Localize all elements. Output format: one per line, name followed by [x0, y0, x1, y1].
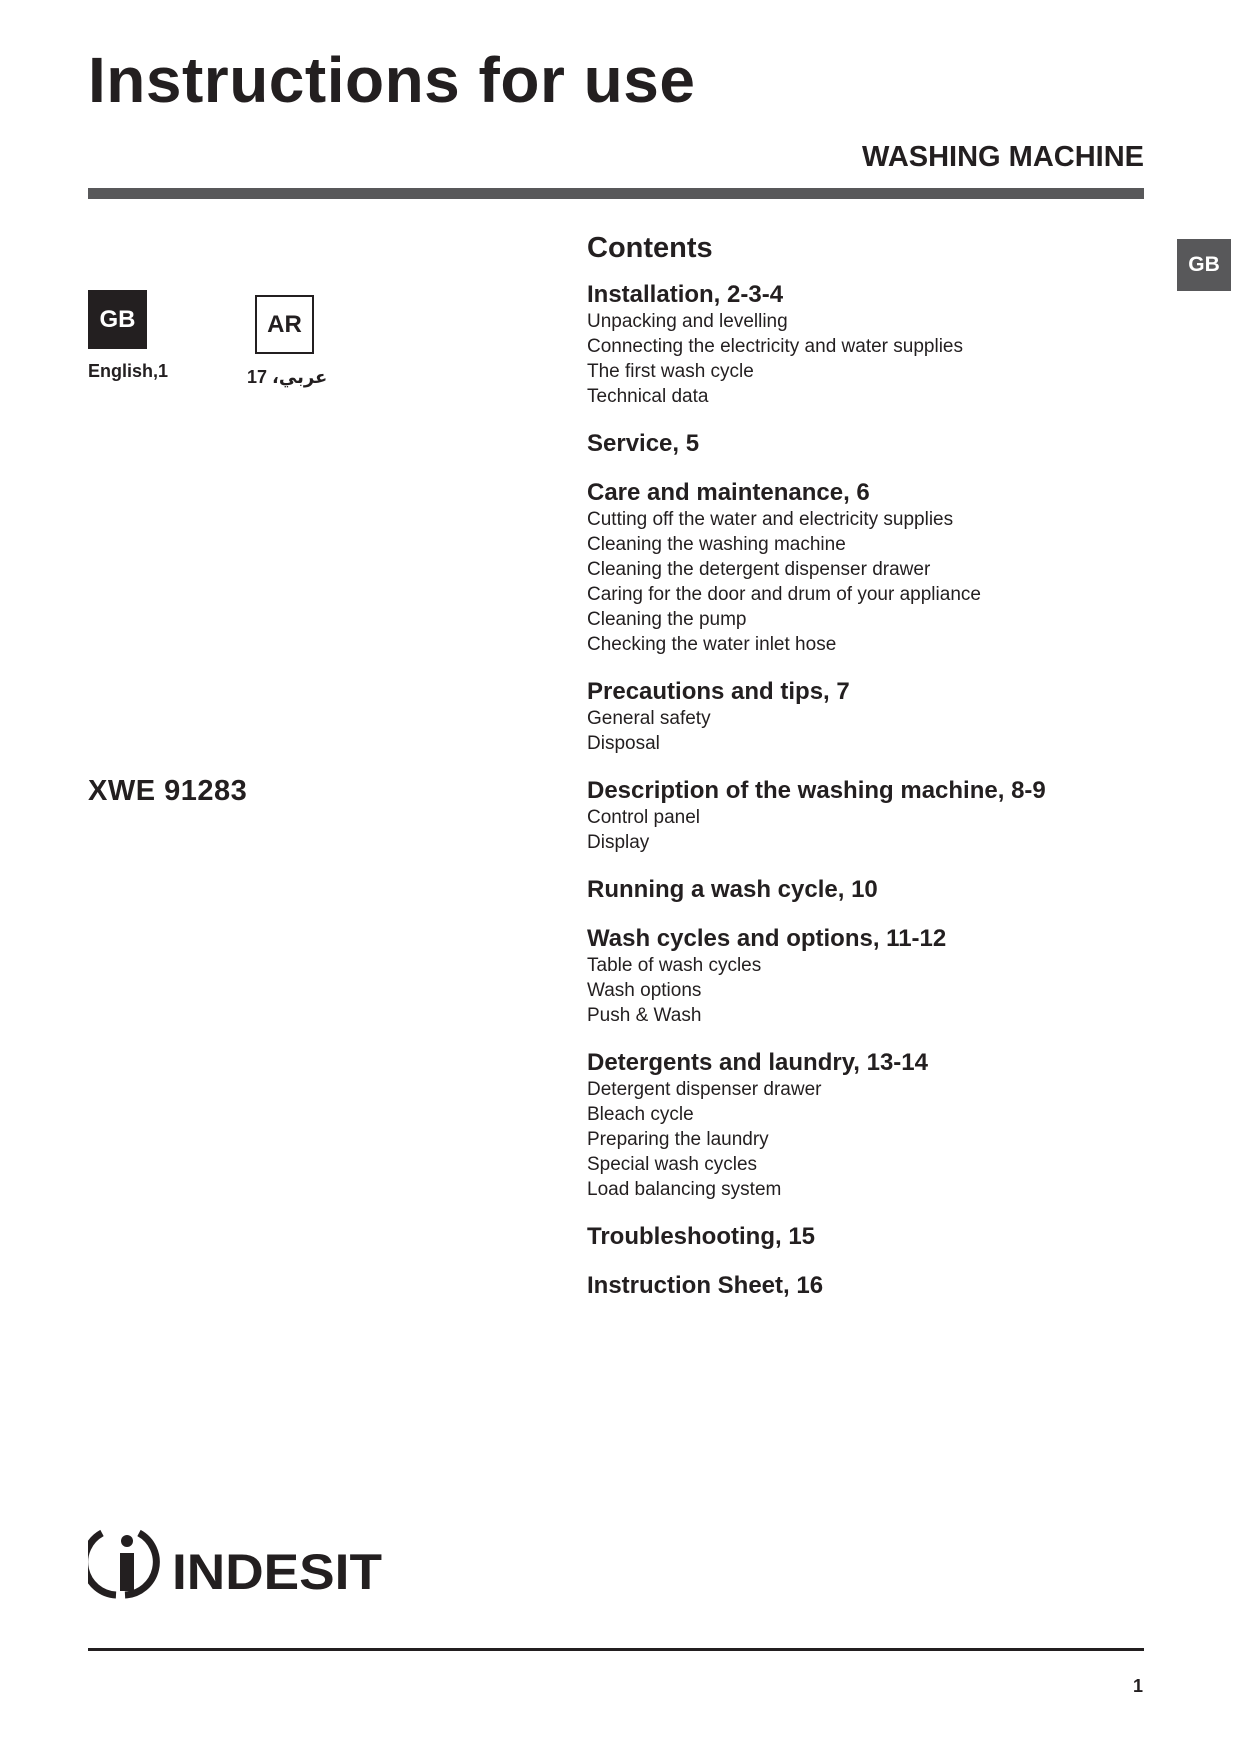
page-title: Instructions for use — [88, 44, 696, 116]
section-item[interactable]: Cleaning the detergent dispenser drawer — [587, 559, 931, 580]
section-item[interactable]: Cleaning the washing machine — [587, 534, 846, 555]
section-item[interactable]: Detergent dispenser drawer — [587, 1079, 822, 1100]
section-title[interactable]: Description of the washing machine, 8-9 — [587, 777, 1046, 804]
contents-section — [587, 776, 1147, 855]
section-title[interactable]: Care and maintenance, 6 — [587, 479, 870, 506]
section-item[interactable]: General safety — [587, 708, 711, 729]
table-of-contents — [587, 230, 1147, 1320]
section-item[interactable]: Connecting the electricity and water supplies — [587, 336, 963, 357]
contents-section — [587, 1222, 1147, 1251]
contents-section — [587, 280, 1147, 409]
logo-wordmark: INDESIT — [172, 1544, 382, 1600]
contents-section — [587, 478, 1147, 657]
section-item[interactable]: Technical data — [587, 386, 709, 407]
language-badge-gb[interactable]: GB — [88, 290, 147, 349]
section-item[interactable]: Unpacking and levelling — [587, 311, 788, 332]
language-caption-ar: عربي، 17 — [247, 367, 328, 387]
section-item[interactable]: Push & Wash — [587, 1005, 702, 1026]
indesit-logo — [88, 1521, 388, 1603]
contents-section — [587, 1271, 1147, 1300]
contents-section — [587, 429, 1147, 458]
section-title[interactable]: Running a wash cycle, 10 — [587, 876, 878, 903]
section-items — [587, 309, 1147, 409]
contents-sections — [587, 280, 1147, 1300]
section-item[interactable]: Cleaning the pump — [587, 609, 747, 630]
section-item[interactable]: Special wash cycles — [587, 1154, 758, 1175]
language-badge-ar[interactable]: AR — [255, 295, 314, 354]
section-items — [587, 953, 1147, 1028]
section-item[interactable]: The first wash cycle — [587, 361, 754, 382]
section-items — [587, 1077, 1147, 1202]
language-caption-gb: English,1 — [88, 361, 169, 381]
section-item[interactable]: Caring for the door and drum of your appliance — [587, 584, 981, 605]
section-title[interactable]: Service, 5 — [587, 430, 700, 457]
contents-section — [587, 924, 1147, 1028]
contents-section — [587, 875, 1147, 904]
header-rule — [88, 188, 1144, 199]
section-items — [587, 805, 1147, 855]
section-title[interactable]: Installation, 2-3-4 — [587, 281, 784, 308]
page-number: 1 — [1132, 1676, 1143, 1696]
product-type-heading: WASHING MACHINE — [862, 141, 1144, 173]
section-item[interactable]: Table of wash cycles — [587, 955, 762, 976]
section-items — [587, 706, 1147, 756]
section-item[interactable]: Wash options — [587, 980, 702, 1001]
section-item[interactable]: Cutting off the water and electricity supplies — [587, 509, 954, 530]
section-items — [587, 507, 1147, 657]
contents-section — [587, 1048, 1147, 1202]
section-item[interactable]: Bleach cycle — [587, 1104, 694, 1125]
side-language-tab: GB — [1177, 239, 1231, 291]
section-title[interactable]: Wash cycles and options, 11-12 — [587, 925, 947, 952]
section-item[interactable]: Display — [587, 832, 650, 853]
section-title[interactable]: Detergents and laundry, 13-14 — [587, 1049, 928, 1076]
section-title[interactable]: Precautions and tips, 7 — [587, 678, 850, 705]
section-item[interactable]: Control panel — [587, 807, 701, 828]
section-item[interactable]: Load balancing system — [587, 1179, 782, 1200]
section-item[interactable]: Checking the water inlet hose — [587, 634, 837, 655]
section-title[interactable]: Instruction Sheet, 16 — [587, 1272, 824, 1299]
model-number: XWE 91283 — [88, 775, 248, 807]
section-item[interactable]: Disposal — [587, 733, 660, 754]
section-title[interactable]: Troubleshooting, 15 — [587, 1223, 816, 1250]
footer-rule — [88, 1648, 1144, 1651]
section-item[interactable]: Preparing the laundry — [587, 1129, 769, 1150]
contents-heading: Contents — [587, 232, 713, 264]
indesit-i-circle-icon — [88, 1533, 156, 1595]
contents-section — [587, 677, 1147, 756]
